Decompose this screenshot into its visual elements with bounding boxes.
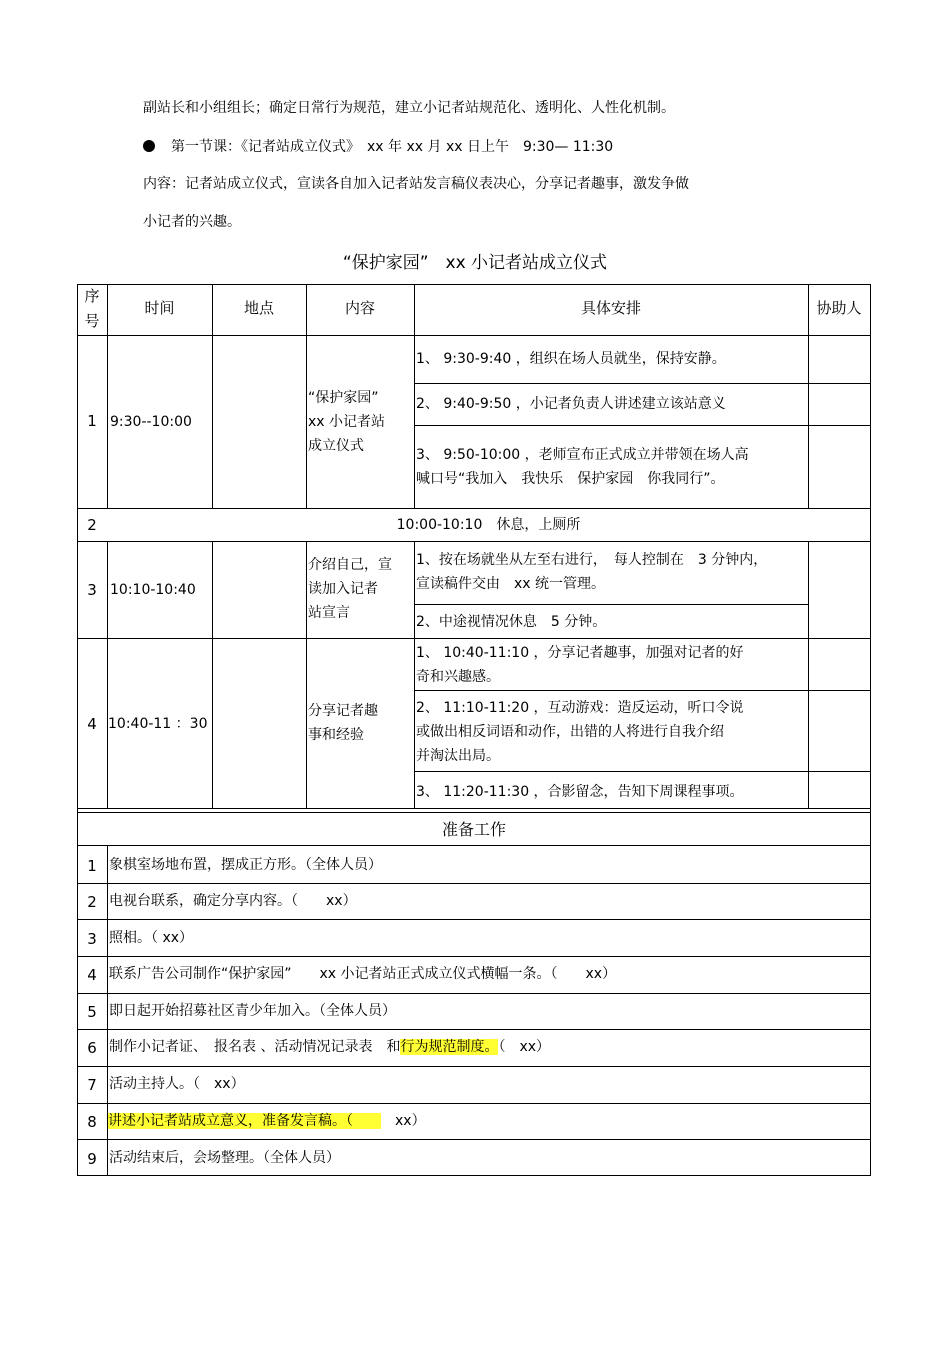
content-line-2: 小记者的兴趣。 (143, 214, 241, 230)
row-4-num: 4 (87, 715, 97, 733)
row-4-detail-1: 1、 10:40-11:10 ，分享记者趣事，加强对记者的好 奇和兴趣感。 (416, 645, 744, 685)
lesson-line (143, 136, 613, 156)
prep-8-text: 讲述小记者站成立意义，准备发言稿。（ xx） (108, 1113, 426, 1129)
header-time: 时间 (144, 299, 175, 317)
prep-5-text: 即日起开始招募社区青少年加入。（全体人员） (109, 1003, 396, 1019)
prep-1-text: 象棋室场地布置，摆成正方形。（全体人员） (109, 857, 382, 873)
intro-line-1: 副站长和小组组长；确定日常行为规范，建立小记者站规范化、透明化、人性化机制。 (143, 100, 675, 116)
row-1-content: “保护家园” xx 小记者站 成立仪式 (308, 390, 386, 454)
row-2-num: 2 (87, 516, 97, 534)
row-4-content: 分享记者趣 事和经验 (308, 703, 378, 743)
bullet-icon (143, 140, 155, 152)
content-line-1: 内容：记者站成立仪式，宣读各自加入记者站发言稿仪表决心，分享记者趣事，激发争做 (143, 176, 689, 192)
table-title: “保护家园” xx 小记者站成立仪式 (342, 253, 608, 273)
prep-4-num: 4 (87, 966, 97, 984)
prep-9-text: 活动结束后，会场整理。（全体人员） (109, 1150, 340, 1166)
row-3-detail-1: 1、按在场就坐从左至右进行， 每人控制在 3 分钟内， 宣读稿件交由 xx 统一管理。 (416, 552, 768, 592)
prep-2-text: 电视台联系，确定分享内容。（ xx） (109, 893, 357, 909)
row-3-num: 3 (87, 581, 97, 599)
prep-9-num: 9 (87, 1150, 97, 1168)
header-place: 地点 (243, 299, 274, 317)
row-1-detail-3: 3、 9:50-10:00 ，老师宣布正式成立并带领在场人高 喊口号“我加入 我快乐 保护家园 你我同行”。 (416, 447, 749, 487)
highlight: 讲述小记者站成立意义，准备发言稿。（ (108, 1113, 381, 1129)
row-1-detail-1: 1、 9:30-9:40 ，组织在场人员就坐，保持安静。 (416, 351, 726, 367)
prep-title: 准备工作 (441, 820, 506, 839)
prep-7-text: 活动主持人。（ xx） (109, 1076, 245, 1092)
prep-2-num: 2 (87, 893, 97, 911)
row-4-time: 10:40-11 ：30 (108, 716, 208, 732)
prep-3-text: 照相。（ xx） (109, 930, 194, 946)
prep-3-num: 3 (87, 930, 97, 948)
prep-8-num: 8 (87, 1113, 97, 1131)
row-4-detail-2: 2、 11:10-11:20 ，互动游戏：造反运动，听口令说 或做出相反词语和动作，出错的人将进行自我介绍 并淘汰出局。 (416, 700, 744, 764)
row-1-num: 1 (87, 412, 97, 430)
lesson-text: 第一节课：《记者站成立仪式》 xx 年 xx 月 xx 日上午 9:30— 11:30 (171, 139, 614, 155)
row-1-detail-2: 2、 9:40-9:50 ，小记者负责人讲述建立该站意义 (416, 396, 726, 412)
prep-6-text: 制作小记者证、 报名表 、活动情况记录表 和行为规范制度。（ xx） (109, 1039, 551, 1055)
row-3-time: 10:10-10:40 (110, 582, 196, 598)
row-3-content: 介绍自己，宣 读加入记者 站宣言 (308, 557, 392, 621)
prep-4-text: 联系广告公司制作“保护家园” xx 小记者站正式成立仪式横幅一条。（ xx） (109, 966, 617, 982)
row-4-detail-3: 3、 11:20-11:30 ，合影留念，告知下周课程事项。 (416, 784, 744, 800)
prep-5-num: 5 (87, 1003, 97, 1021)
highlight: 行为规范制度。 (400, 1039, 499, 1055)
prep-6-num: 6 (87, 1039, 97, 1057)
prep-7-num: 7 (87, 1076, 97, 1094)
prep-1-num: 1 (87, 857, 97, 875)
row-3-detail-2: 2、中途视情况休息 5 分钟。 (416, 614, 607, 630)
header-seq: 序 号 (84, 287, 100, 330)
row-2-rest: 10:00-10:10 休息，上厕所 (396, 517, 581, 533)
row-1-time: 9:30--10:00 (110, 414, 192, 430)
header-helper: 协助人 (816, 299, 862, 317)
header-content: 内容 (344, 299, 375, 317)
header-detail: 具体安排 (580, 299, 641, 317)
